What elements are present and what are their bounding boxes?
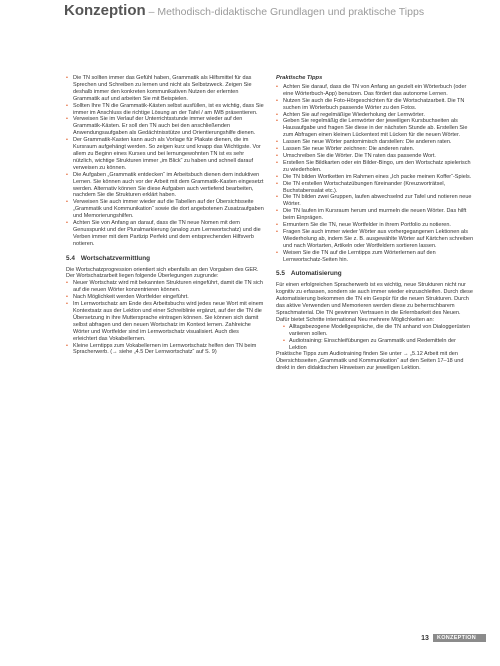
list-item: • Neuer Wortschatz wird mit bekannten Strukturen eingeführt, damit die TN sich auf die neuen Wörter konzentrieren können. <box>66 280 264 294</box>
left-column <box>66 75 264 356</box>
list-item: • Die Aufgaben „Grammatik entdecken“ im Arbeitsbuch dienen dem induktiven Lernen. Sie können auch vor der Arbeit mit dem Grammatik-Kasten eingesetzt werden. Alternativ können Sie diese Aufgaben auch vertiefend bearbeiten, nachdem Sie die Strukturen erklärt haben. <box>66 172 264 200</box>
list-item: • Achten Sie darauf, dass die TN von Anfang an gezielt ein Wörterbuch (oder eine Wörterbuch-App) benutzen. Das fördert das autonome Lernen. <box>276 84 474 98</box>
list-item: • Lassen Sie neue Wörter zeichnen: Die anderen raten. <box>276 146 474 153</box>
vocabulary-list <box>66 280 264 356</box>
list-item: • Weisen Sie die TN auf die Lerntipps zum Wörterlernen auf den Lernwortschatz-Seiten hin. <box>276 250 474 264</box>
list-item: • Fragen Sie auch immer wieder Wörter aus vorhergegangenen Lektionen als Wiederholung ab, indem Sie z. B. ausgewählte Wörter auf Kärtchen schreiben und nach Wortarten, Artikeln oder Wortfeldern sortieren lassen. <box>276 229 474 250</box>
page-footer <box>421 634 486 642</box>
grammar-tips-list <box>66 75 264 248</box>
section-heading-5-5: 5.5 Automatisierung <box>276 270 342 278</box>
list-item: • Ermuntern Sie die TN, neue Wortfelder in ihrem Portfolio zu notieren. <box>276 222 474 229</box>
list-item: • Verweisen Sie im Verlauf der Unterrichtsstunde immer wieder auf den Grammatik-Kästen. Er soll den TN auch bei den anschließenden Anwendungsaufgaben als Gedächtnisstütze und Orientierungshilfe dienen. <box>66 116 264 137</box>
right-column <box>276 75 474 372</box>
list-item: • Die TN sollten immer das Gefühl haben, Grammatik als Hilfsmittel für das Sprechen und Schreiben zu lernen und nicht als Selbstzweck. Zeigen Sie deshalb immer den konkreten kommunikativen Nutzen der erlernten Grammatik auf und arbeiten Sie mit Beispielen. <box>66 75 264 103</box>
list-item: • Im Lernwortschatz am Ende des Arbeitsbuchs wird jedes neue Wort mit einem Kontextsatz aus der Lektion und einer Schreiblinie ergänzt, auf der die TN die Übersetzung in ihre Muttersprache eintragen können. Sie können sich damit selbst abfragen und den neuen Wortschatz im Kontext lernen. Zahlreiche Wörter und Wortfelder sind im Lernwortschatz visualisiert. Auch dies erleichtert das Vokabellernen. <box>66 301 264 342</box>
list-item: • Die TN erstellen Wortschatzübungen füreinander (Kreuzworträtsel, Buchstabensalat etc.). <box>276 181 474 195</box>
automation-list <box>283 324 474 352</box>
section-text: Für einen erfolgreichen Spracherwerb ist es wichtig, neue Strukturen nicht nur kognitiv zu erfassen, sondern sie auch immer wieder einzuschleifen. Durch diese Automatisierung bekommen die TN ein Gespür für die neuen Strukturen. Durch das aktive Verwenden und Memorieren werden diese zu beherrschbarem Sprachmaterial. Die TN gewinnen Vertrauen in die Erlernbarkeit des Neuen. Dafür bietet Schritte international Neu mehrere Möglichkeiten an: <box>276 282 473 323</box>
page-subtitle: – Methodisch-didaktische Grundlagen und praktische Tipps <box>145 6 425 18</box>
list-item: • Erstellen Sie Bildkarten oder ein Bilder-Bingo, um den Wortschatz spielerisch zu wiederholen. <box>276 160 474 174</box>
practical-tips-list <box>276 84 474 264</box>
list-item: • Die TN laufen im Kursraum herum und murmeln die neuen Wörter. Das hilft beim Einprägen. <box>276 208 474 222</box>
list-item: • Sollten Ihre TN die Grammatik-Kästen selbst ausfüllen, ist es wichtig, dass Sie immer im Anschluss die richtige Lösung an der Tafel / am IWB präsentieren. <box>66 103 264 117</box>
page-title: Konzeption <box>64 2 146 19</box>
list-item: • Umschreiben Sie die Wörter. Die TN raten das passende Wort. <box>276 153 474 160</box>
list-item: • Nach Möglichkeit werden Wortfelder eingeführt. <box>66 294 264 301</box>
list-item: • Verweisen Sie auch immer wieder auf die Tabellen auf der Übersichtsseite „Grammatik und Kommunikation“ sowie die dort angebotenen Zusatzaufgaben und Memorierungshilfen. <box>66 199 264 220</box>
list-item: • Alltagsbezogene Modellgespräche, die die TN anhand von Dialoggerüsten variieren sollen. <box>283 324 474 338</box>
list-item: • Die TN bilden zwei Gruppen, laufen abwechselnd zur Tafel und notieren neue Wörter. <box>276 194 474 208</box>
section-outro: Praktische Tipps zum Audiotraining finden Sie unter → „5.12 Arbeit mit den Übersichtsseiten „Grammatik und Kommunikation“ auf den Seiten 17–18 und direkt in den didaktischen Hinweisen zur jeweiligen Lektion. <box>276 351 464 372</box>
page-number: 13 <box>421 634 429 642</box>
list-item: • Achten Sie von Anfang an darauf, dass die TN neue Nomen mit dem Genusspunkt und der Pluralmarkierung (analog zum Lernwortschatz) und die Verben immer mit dem Partizip Perfekt und dem entsprechenden Hilfsverb notieren. <box>66 220 264 248</box>
page-header <box>64 2 494 28</box>
section-intro: Die Wortschatzprogression orientiert sich ebenfalls an den Vorgaben des GER. Der Wortschatzarbeit liegen folgende Überlegungen zugrunde: <box>66 266 259 280</box>
practical-tips-heading: Praktische Tipps <box>276 75 323 81</box>
list-item: • Kleine Lerntipps zum Vokabellernen im Lernwortschatz helfen den TN beim Spracherwerb. (→ siehe „4.5 Der Lernwortschatz“ auf S. 9) <box>66 343 264 357</box>
list-item: • Lassen Sie neue Wörter pantomimisch darstellen: Die anderen raten. <box>276 139 474 146</box>
list-item: • Achten Sie auf regelmäßige Wiederholung der Lernwörter. <box>276 112 474 119</box>
list-item: • Der Grammatik-Kasten kann auch als Vorlage für Plakate dienen, die im Kursraum aufgehängt werden. So zeigen kurz und knapp das Wichtigste. Vor allem zu Beginn eines Kurses und bei lernungewohnten TN ist es sehr nützlich, wichtige Strukturen immer „im Blick“ zu haben und schnell darauf verweisen zu können. <box>66 137 264 172</box>
list-item: • Audiotraining: Einschleifübungen zu Grammatik und Redemitteln der Lektion <box>283 338 474 352</box>
list-item: • Geben Sie regelmäßig die Lernwörter der jeweiligen Kursbuchseiten als Hausaufgabe und fragen Sie diese in der nächsten Stunde ab. Erstellen Sie zum Abfragen einen kleinen Lückentext mit Lücken für die neuen Wörter. <box>276 118 474 139</box>
section-heading-5-4: 5.4 Wortschatzvermittlung <box>66 254 151 262</box>
section-tag: KONZEPTION <box>433 634 486 642</box>
list-item: • Die TN bilden Wortketten im Rahmen eines „Ich packe meinen Koffer“-Spiels. <box>276 174 474 181</box>
list-item: • Nutzen Sie auch die Foto-Hörgeschichten für die Wortschatzarbeit. Die TN suchen im Wörterbuch passende Wörter zu den Fotos. <box>276 98 474 112</box>
